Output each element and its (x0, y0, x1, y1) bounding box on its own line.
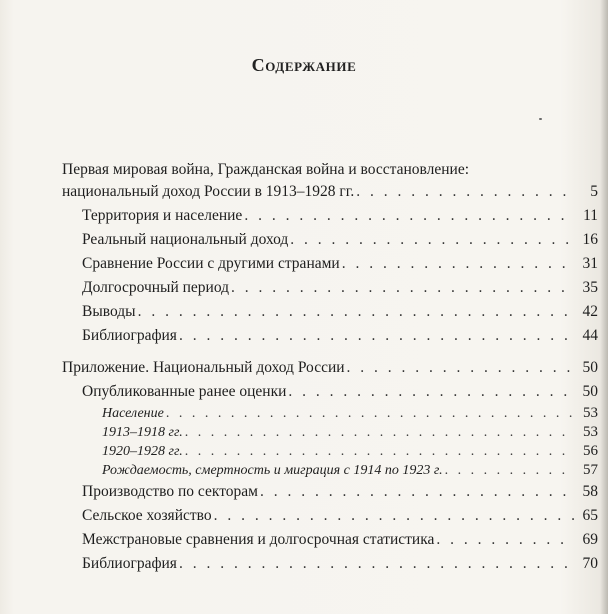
dot-leader (356, 180, 574, 204)
dot-leader (260, 480, 574, 504)
dot-leader (342, 252, 574, 276)
toc-page-number: 42 (582, 303, 598, 320)
toc-entry-text: Реальный национальный доход (82, 231, 289, 248)
dot-leader (185, 423, 574, 442)
toc-page-number: 16 (582, 231, 598, 248)
dot-leader (166, 404, 574, 423)
toc-entry[interactable] (62, 528, 598, 552)
toc-entry[interactable] (62, 442, 598, 461)
dot-leader (445, 461, 574, 480)
toc-entry-text: Опубликованные ранее оценки (82, 383, 287, 400)
dot-leader (244, 204, 574, 228)
toc-entry[interactable] (62, 423, 598, 442)
dot-leader (138, 300, 574, 324)
dot-leader (288, 380, 574, 404)
toc-entry-text: Первая мировая война, Гражданская война и восстановление: (62, 161, 470, 178)
toc-entry[interactable] (62, 480, 598, 504)
toc-entry[interactable] (62, 404, 598, 423)
toc-page-number: 50 (582, 359, 598, 376)
toc-entry[interactable] (62, 324, 598, 348)
toc-page-number: 50 (582, 383, 598, 400)
toc-page-number: 35 (582, 279, 598, 296)
toc-entry-text: Население (102, 406, 164, 421)
toc-page-number: 65 (582, 507, 598, 524)
toc-entry[interactable] (62, 300, 598, 324)
toc-entry[interactable] (62, 159, 598, 180)
toc-page-number: 11 (583, 207, 598, 224)
toc-page-number: 31 (582, 255, 598, 272)
dot-leader (214, 504, 574, 528)
toc-entry-text: Приложение. Национальный доход России (62, 359, 345, 376)
toc-page-number: 44 (582, 327, 598, 344)
toc-entry-text: 1920–1928 гг. (102, 444, 183, 459)
toc-entry-text: национальный доход России в 1913–1928 гг. (62, 183, 355, 200)
toc-entry[interactable] (62, 504, 598, 528)
toc-page-number: 69 (582, 531, 598, 548)
toc-entry-text: Рождаемость, смертность и миграция с 1914 по 1923 г. (102, 463, 443, 478)
toc-page-number: 5 (590, 183, 598, 200)
page-title: Содержание (251, 55, 357, 75)
toc-page-number: 53 (583, 405, 598, 421)
toc-page-number: 58 (582, 483, 598, 500)
toc-entry[interactable] (62, 252, 598, 276)
toc-entry[interactable] (62, 461, 598, 480)
toc-entry[interactable] (62, 180, 598, 204)
section-gap (62, 348, 598, 356)
page-edge-shadow (600, 0, 608, 614)
toc-entry[interactable] (62, 276, 598, 300)
toc-entry-text: Межстрановые сравнения и долгосрочная статистика (82, 531, 435, 548)
dot-leader (185, 442, 574, 461)
toc-entry[interactable] (62, 380, 598, 404)
toc-page-number: 53 (583, 424, 598, 440)
toc-entry[interactable] (62, 228, 598, 252)
toc-page-number: 57 (583, 462, 598, 478)
toc-entry-text: Выводы (82, 303, 136, 320)
toc-page-number: 56 (583, 443, 598, 459)
toc-entry[interactable] (62, 356, 598, 380)
dot-leader (436, 528, 574, 552)
dot-leader (179, 552, 574, 576)
toc-entry-text: 1913–1918 гг. (102, 425, 183, 440)
table-of-contents (62, 159, 598, 576)
toc-entry-text: Долгосрочный период (82, 279, 230, 296)
dot-leader (347, 356, 574, 380)
dot-leader (179, 324, 574, 348)
dot-leader (231, 276, 574, 300)
paper-speck (539, 118, 542, 120)
toc-entry-text: Библиография (82, 555, 177, 572)
toc-entry-text: Производство по секторам (82, 483, 258, 500)
dot-leader (290, 228, 574, 252)
toc-entry-text: Территория и население (82, 207, 243, 224)
toc-entry[interactable] (62, 204, 598, 228)
toc-entry-text: Сравнение России с другими странами (82, 255, 340, 272)
toc-entry-text: Сельское хозяйство (82, 507, 212, 524)
toc-page-number: 70 (582, 555, 598, 572)
toc-entry-text: Библиография (82, 327, 177, 344)
toc-entry[interactable] (62, 552, 598, 576)
